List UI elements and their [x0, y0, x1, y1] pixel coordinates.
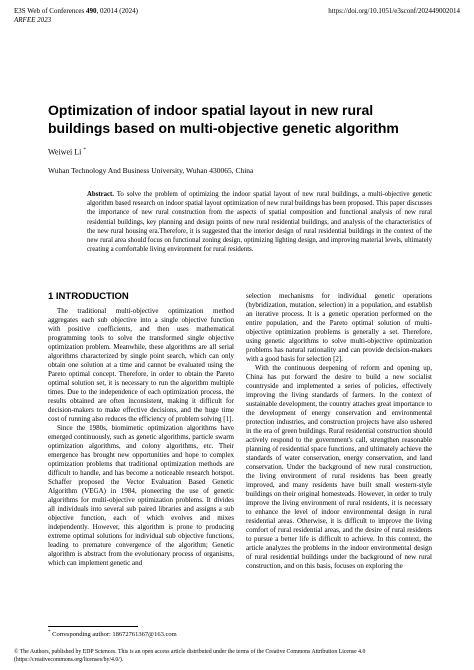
paragraph: Since the 1980s, biomimetic optimization algorithms have emerged continuously, such as genetic algorithms, particle swarm optimization algorithms, and colony algorithms, etc. Their emergence has brought new opportunities and hope to complex optimization problems that traditional optimization methods are difficult to handle, and has become a noticeable research hotspot. Schaffer proposed the Vector Evaluation Based Genetic Algorithm (VEGA) in 1984, pioneering the use of genetic algorithms for multi-objective optimization problems. It divides all individuals into several sub paired libraries and assigns a sub objective function, each of which evolves and mixes independently. However, this algorithm is prone to producing extreme optimal solutions for individual sub objective functions, leading to premature convergence of the algorithm; Genetic algorithm is abstract from the evolutionary process of organisms, which can implement genetic and — [48, 424, 234, 567]
affiliation: Wuhan Technology And Business University, Wuhan 430065, China — [48, 166, 254, 175]
paragraph: With the continuous deepening of reform and opening up, China has put forward the desire to build a new socialist countryside and implemented a series of policies, effectively improving the living standards of farmers. In the context of sustainable development, the country attaches great importance to the development of energy conservation and environmental protection industries, and construction projects have also ushered in the era of green buildings. Rural residential construction should actively respond to the government's call, strengthen reasonable planning of residential space functions, and ultimately achieve the standards of water conservation, energy conservation, and land conservation. Under the background of new rural construction, the living environment of rural residents has been greatly improved, and many residents have built small western-style buildings on their original homesteads. However, in order to truly improve the living environment of rural residents, it is necessary to enhance the level of indoor environmental design in rural residential areas. Otherwise, it is difficult to improve the living comfort of rural residential areas, and the desire of rural residents to pursue a better life is difficult to achieve. In this context, the article analyzes the problems in the indoor environmental design of rural residential buildings under the background of new rural construction, and on this basis, focuses on exploring the — [246, 364, 432, 570]
paragraph: The traditional multi-objective optimization method aggregates each sub objective into a single objective function with positive coefficients, and then uses mathematical programming tools to solve the transformed single objective optimization problem. Meanwhile, these algorithms are all serial algorithms characterized by single point search, which can only obtain one solution at a time and cannot be evaluated using the Pareto optimal concept. Therefore, in order to obtain the Pareto optimal solution set, it is necessary to run the algorithm multiple times. Due to the independence of each optimization process, the results obtained are often inconsistent, making it difficult for decision-makers to make effective decisions, and the huge time cost of running also reduces the efficiency of problem solving [1]. — [48, 307, 234, 423]
author-mark: * — [83, 148, 86, 153]
license-link[interactable]: (https://creativecommons.org/licenses/by/4.0/). — [14, 657, 124, 663]
footnote-mark: * — [48, 630, 51, 635]
doi-link[interactable]: https://doi.org/10.1051/e3sconf/202449002014 — [328, 7, 460, 15]
journal-name: E3S Web of Conferences — [14, 7, 85, 15]
body-column-left — [48, 307, 234, 568]
copyright-notice — [14, 648, 460, 664]
abstract — [87, 190, 432, 254]
paper-title: Optimization of indoor spatial layout in new rural buildings based on multi-objective genetic algorithm — [48, 102, 399, 136]
footnote — [48, 629, 177, 639]
article-number: , 02014 (2024) — [96, 7, 138, 15]
abstract-label: Abstract. — [87, 191, 114, 198]
section-heading: 1 INTRODUCTION — [48, 291, 129, 302]
footnote-text: Corresponding author: 18672761367@163.com — [50, 631, 177, 639]
author — [48, 146, 86, 158]
paragraph: selection mechanisms for individual genetic operations (hybridization, mutation, selection) in a population, and establish an iterative process. It is a genetic operation performed on the entire population, and the Pareto optimal solution of multi-objective optimization problems is generally a set. Therefore, using genetic algorithms to solve multi-objective optimization problems has natural rationality and can provide decision-makers with a good basis for selection [2]. — [246, 292, 432, 363]
running-header-left — [14, 7, 138, 25]
body-column-right — [246, 292, 432, 571]
footnote-divider — [48, 626, 138, 627]
journal-volume: 490 — [86, 7, 97, 15]
copyright-line: © The Authors, published by EDP Sciences. This is an open access article distributed under the terms of the Creative Commons Attribution License 4.0 — [14, 649, 366, 655]
conference-name: ARFEE 2023 — [14, 16, 52, 24]
author-name: Weiwei Li — [48, 147, 82, 157]
abstract-text: To solve the problem of optimizing the indoor spatial layout of new rural buildings, a multi-objective genetic algorithm based research on indoor spatial layout optimization of new rural buildings has been proposed. This paper discusses the importance of new rural construction from the aspects of spatial composition and functional analysis of new rural residential buildings, key planning and design points of new rural residential buildings, and analysis of the characteristics of the new rural housing era.Therefore, it is suggested that the interior design of rural residential buildings in the context of the new rural area should focus on functional zoning design, optimizing lighting design, and improving material levels, ultimately creating a comfortable living environment for rural residents. — [87, 191, 432, 254]
